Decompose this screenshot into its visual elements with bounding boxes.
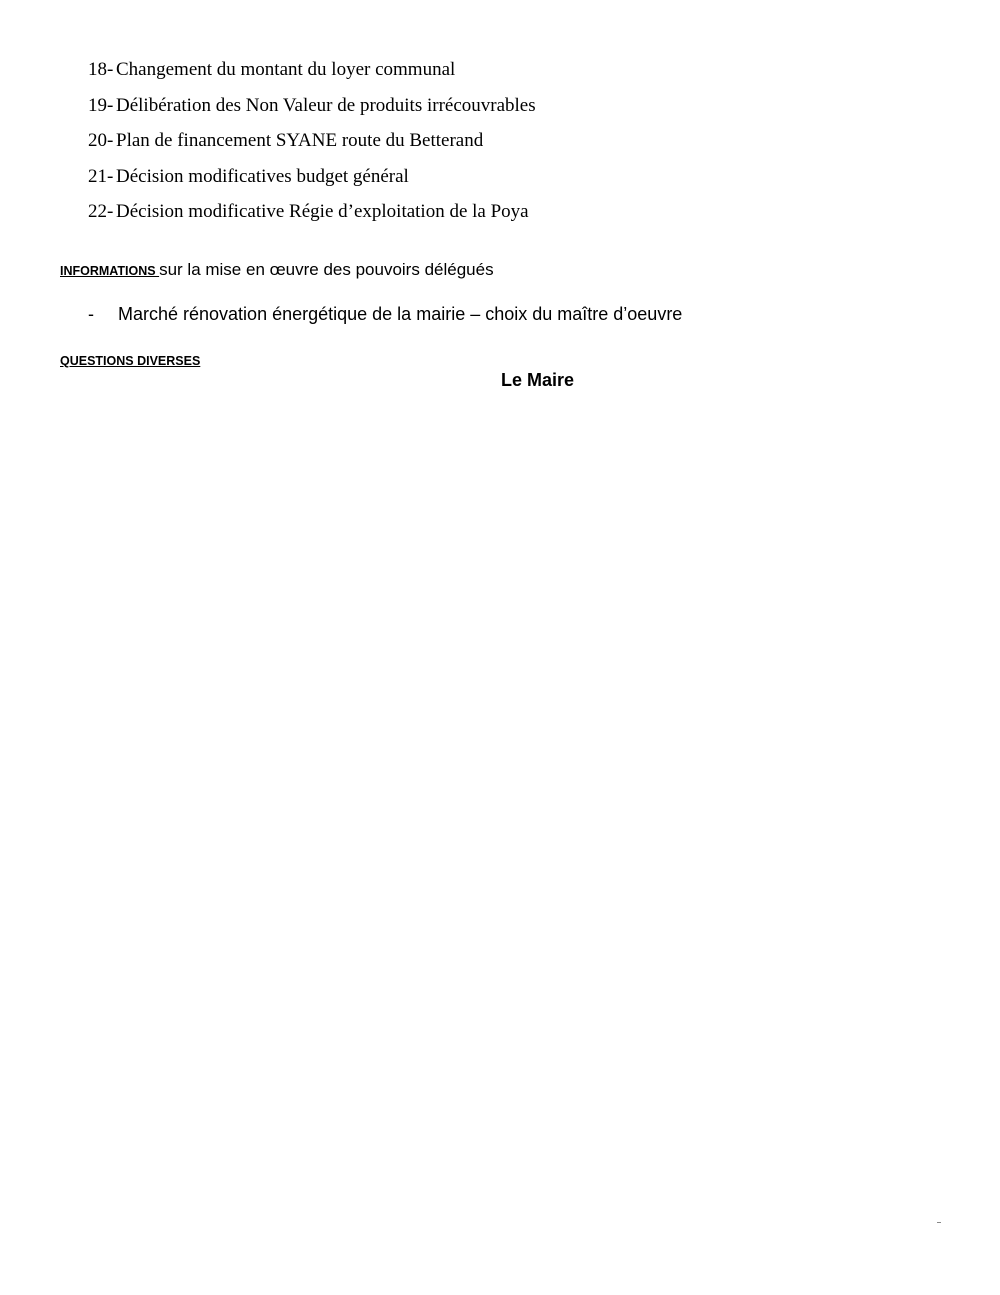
bullet-marker: -	[88, 304, 94, 324]
agenda-item-number: 19-	[88, 94, 114, 116]
informations-bullet-item	[88, 304, 682, 325]
agenda-item-text: Décision modificatives budget général	[116, 165, 409, 187]
informations-heading: INFORMATIONS	[60, 264, 160, 278]
agenda-item-number: 20-	[88, 130, 114, 152]
informations-section	[60, 260, 494, 280]
questions-section	[60, 352, 200, 370]
agenda-item-text: Plan de financement SYANE route du Betterand	[116, 130, 484, 152]
informations-subtitle: sur la mise en œuvre des pouvoirs délégués	[159, 260, 494, 279]
agenda-item-text: Décision modificative Régie d’exploitation de la Poya	[116, 201, 529, 223]
agenda-item-21	[88, 165, 536, 201]
agenda-item-text: Changement du montant du loyer communal	[116, 59, 456, 80]
agenda-item-20	[88, 129, 536, 165]
agenda-item-text: Délibération des Non Valeur de produits irrécouvrables	[116, 94, 536, 116]
signature: Le Maire	[501, 370, 575, 390]
page-mark	[937, 1222, 941, 1223]
agenda-item-19	[88, 94, 536, 130]
agenda-item-number: 18-	[88, 59, 114, 80]
agenda-item-18	[88, 58, 536, 94]
questions-heading: QUESTIONS DIVERSES	[60, 354, 201, 368]
agenda-item-22	[88, 200, 536, 236]
agenda-list	[88, 58, 536, 236]
agenda-item-number: 22-	[88, 201, 114, 223]
agenda-item-number: 21-	[88, 165, 114, 187]
bullet-text: Marché rénovation énergétique de la mairie – choix du maître d’oeuvre	[118, 304, 683, 324]
